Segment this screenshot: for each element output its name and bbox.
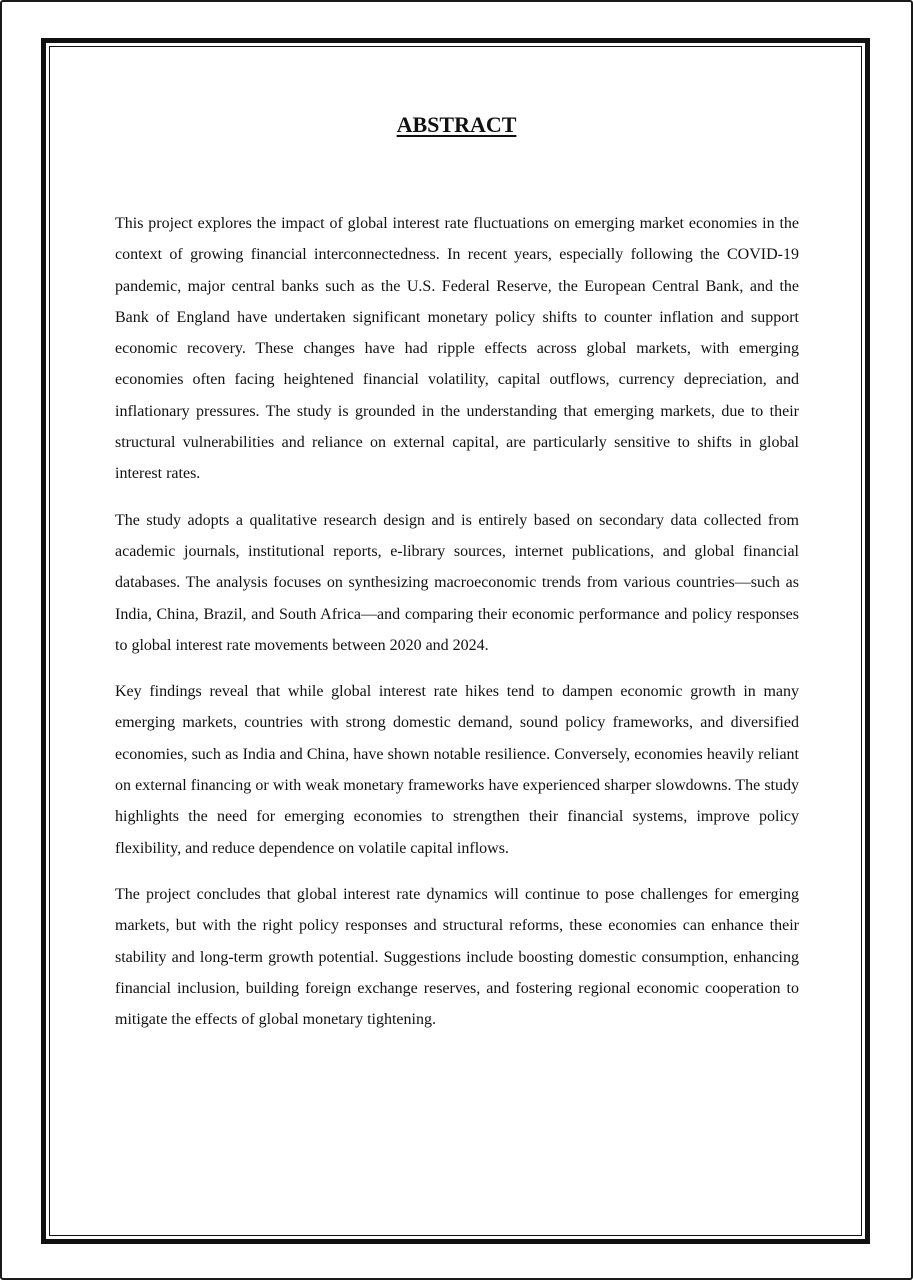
abstract-body [115, 208, 799, 1050]
page-title-text: ABSTRACT [396, 112, 517, 137]
paragraph-1: This project explores the impact of global interest rate fluctuations on emerging market economies in the context of growing financial interconnectedness. In recent years, especially following the COVID-19 pandemic, major central banks such as the U.S. Federal Reserve, the European Central Bank, and the Bank of England have undertaken significant monetary policy shifts to counter inflation and support economic recovery. These changes have had ripple effects across global markets, with emerging economies often facing heightened financial volatility, capital outflows, currency depreciation, and inflationary pressures. The study is grounded in the understanding that emerging markets, due to their structural vulnerabilities and reliance on external capital, are particularly sensitive to shifts in global interest rates. [115, 215, 799, 483]
paragraph-2: The study adopts a qualitative research design and is entirely based on secondary data collected from academic journals, institutional reports, e-library sources, internet publications, and global financial databases. The analysis focuses on synthesizing macroeconomic trends from various countries—such as India, China, Brazil, and South Africa—and comparing their economic performance and policy responses to global interest rate movements between 2020 and 2024. [115, 511, 799, 654]
paragraph-3: Key findings reveal that while global interest rate hikes tend to dampen economic growth in many emerging markets, countries with strong domestic demand, sound policy frameworks, and diversified economies, such as India and China, have shown notable resilience. Conversely, economies heavily reliant on external financing or with weak monetary frameworks have experienced sharper slowdowns. The study highlights the need for emerging economies to strengthen their financial systems, improve policy flexibility, and reduce dependence on volatile capital inflows. [115, 683, 799, 857]
paragraph-4: The project concludes that global interest rate dynamics will continue to pose challenges for emerging markets, but with the right policy responses and structural reforms, these economies can enhance their stability and long-term growth potential. Suggestions include boosting domestic consumption, enhancing financial inclusion, building foreign exchange reserves, and fostering regional economic cooperation to mitigate the effects of global monetary tightening. [115, 885, 799, 1029]
page-title [0, 112, 913, 138]
